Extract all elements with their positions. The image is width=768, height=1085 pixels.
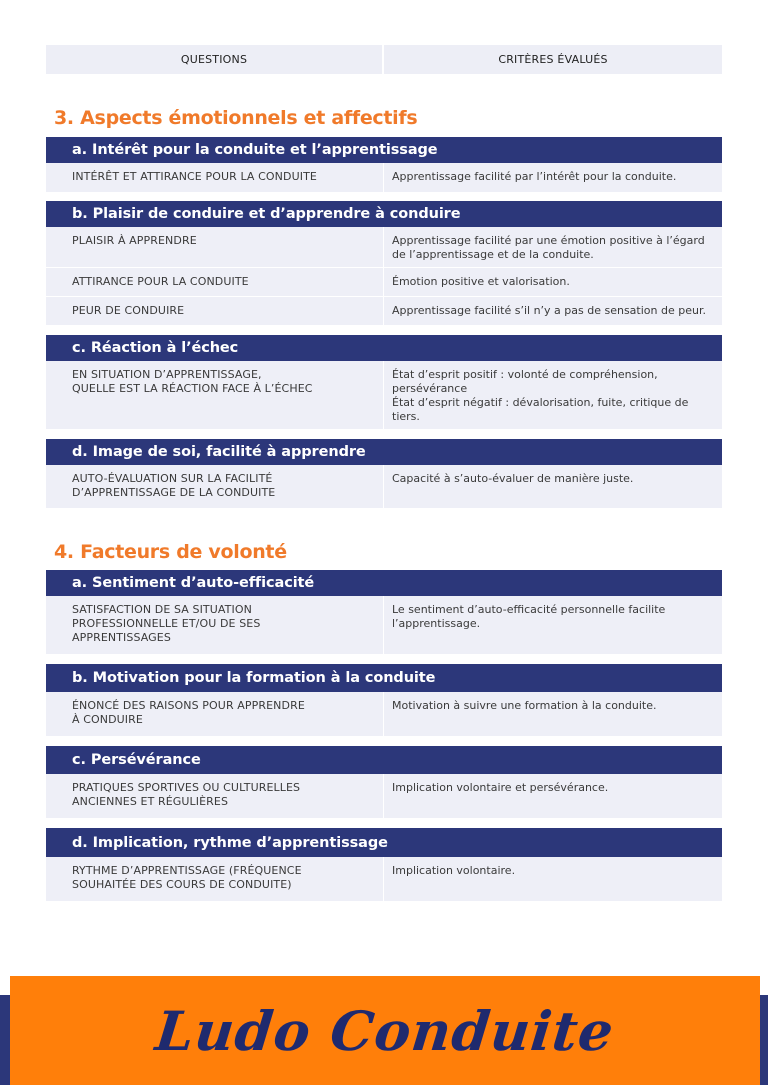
- table-row: [46, 596, 722, 654]
- criteria-cell: Apprentissage facilité par une émotion positive à l’égard de l’apprentissage et de la conduite.: [383, 227, 722, 267]
- section-3-title: 3. Aspects émotionnels et affectifs: [54, 107, 418, 129]
- criteria-column-header: CRITÈRES ÉVALUÉS: [384, 45, 722, 74]
- table-row: [46, 774, 722, 818]
- footer-banner: [10, 976, 760, 1085]
- subsection-4b: [46, 664, 722, 736]
- criteria-cell: Le sentiment d’auto-efficacité personnelle facilite l’apprentissage.: [383, 596, 722, 654]
- subsection-4c: [46, 746, 722, 818]
- subsection-4d: [46, 828, 722, 901]
- question-cell: INTÉRÊT ET ATTIRANCE POUR LA CONDUITE: [72, 170, 317, 183]
- section-4-title: 4. Facteurs de volonté: [54, 541, 287, 563]
- criteria-cell: Implication volontaire.: [383, 857, 722, 901]
- subsection-3d: [46, 439, 722, 508]
- question-cell: PEUR DE CONDUIRE: [72, 304, 185, 317]
- subsection-4d-title: d. Implication, rythme d’apprentissage: [46, 828, 722, 857]
- subsection-4a-title: a. Sentiment d’auto-efficacité: [46, 570, 722, 596]
- question-cell: ÉNONCÉ DES RAISONS POUR APPRENDRE À CONDUIRE: [72, 699, 305, 726]
- question-cell: EN SITUATION D’APPRENTISSAGE, QUELLE EST LA RÉACTION FACE À L’ÉCHEC: [72, 368, 313, 395]
- criteria-cell: État d’esprit positif : volonté de compréhension, persévérance État d’esprit négatif : dévalorisation, fuite, critique de tiers.: [383, 361, 722, 429]
- subsection-3d-title: d. Image de soi, facilité à apprendre: [46, 439, 722, 465]
- question-cell: AUTO-ÉVALUATION SUR LA FACILITÉ D’APPRENTISSAGE DE LA CONDUITE: [72, 472, 276, 499]
- criteria-cell: Motivation à suivre une formation à la conduite.: [383, 692, 722, 736]
- table-row: [46, 163, 722, 192]
- criteria-cell: Apprentissage facilité par l’intérêt pour la conduite.: [383, 163, 722, 192]
- table-row: [46, 296, 722, 325]
- question-cell: PRATIQUES SPORTIVES OU CULTURELLES ANCIENNES ET RÉGULIÈRES: [72, 781, 301, 808]
- subsection-3a-title: a. Intérêt pour la conduite et l’apprentissage: [46, 137, 722, 163]
- subsection-4a: [46, 570, 722, 654]
- subsection-3c: [46, 335, 722, 429]
- subsection-3a: [46, 137, 722, 192]
- criteria-cell: Implication volontaire et persévérance.: [383, 774, 722, 818]
- ludo-conduite-logo: Ludo Conduite: [152, 998, 618, 1063]
- table-row: [46, 857, 722, 901]
- subsection-3b: [46, 201, 722, 325]
- table-row: [46, 267, 722, 296]
- criteria-cell: Capacité à s’auto-évaluer de manière juste.: [383, 465, 722, 508]
- questions-column-header: QUESTIONS: [46, 45, 382, 74]
- question-cell: SATISFACTION DE SA SITUATION PROFESSIONNELLE ET/OU DE SES APPRENTISSAGES: [72, 603, 261, 644]
- subsection-3b-title: b. Plaisir de conduire et d’apprendre à conduire: [46, 201, 722, 227]
- table-row: [46, 361, 722, 429]
- subsection-4c-title: c. Persévérance: [46, 746, 722, 774]
- table-row: [46, 465, 722, 508]
- table-header: [46, 45, 722, 74]
- question-cell: ATTIRANCE POUR LA CONDUITE: [72, 275, 249, 288]
- table-row: [46, 692, 722, 736]
- subsection-4b-title: b. Motivation pour la formation à la conduite: [46, 664, 722, 692]
- criteria-cell: Apprentissage facilité s’il n’y a pas de sensation de peur.: [383, 297, 722, 325]
- table-row: [46, 227, 722, 267]
- question-cell: RYTHME D’APPRENTISSAGE (FRÉQUENCE SOUHAITÉE DES COURS DE CONDUITE): [72, 864, 302, 891]
- criteria-cell: Émotion positive et valorisation.: [383, 268, 722, 296]
- question-cell: PLAISIR À APPRENDRE: [72, 234, 197, 247]
- subsection-3c-title: c. Réaction à l’échec: [46, 335, 722, 361]
